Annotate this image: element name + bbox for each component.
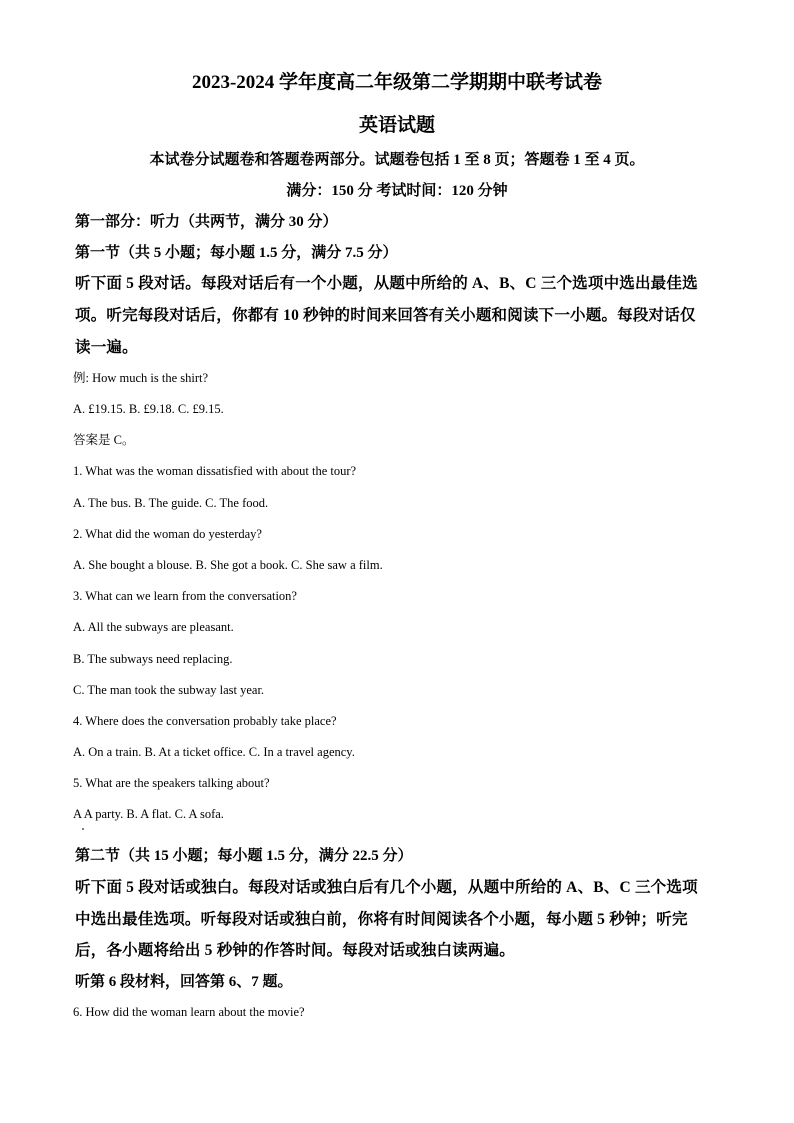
stray-mark xyxy=(82,828,84,830)
question-5: 5. What are the speakers talking about? xyxy=(73,776,270,790)
question-1: 1. What was the woman dissatisfied with about the tour? xyxy=(73,464,357,478)
example-question: 例: How much is the shirt? xyxy=(73,371,209,385)
material-note: 听第 6 段材料，回答第 6、7 题。 xyxy=(75,974,293,990)
section1-heading: 第一节（共 5 小题；每小题 1.5 分，满分 7.5 分） xyxy=(75,245,398,261)
section2-instruction-line: 后，各小题将给出 5 秒钟的作答时间。每段对话或独白读两遍。 xyxy=(75,942,516,959)
example-options: A. £19.15. B. £9.18. C. £9.15. xyxy=(73,402,224,416)
section1-instruction-line: 项。听完每段对话后，你都有 10 秒钟的时间来回答有关小题和阅读下一小题。每段对话仅 xyxy=(75,307,696,324)
example-answer: 答案是 C。 xyxy=(73,433,135,447)
question-4-options: A. On a train. B. At a ticket office. C. In a travel agency. xyxy=(73,745,355,759)
section2-instruction-line: 中选出最佳选项。听每段对话或独白前，你将有时间阅读各个小题，每小题 5 秒钟；听完 xyxy=(75,911,688,928)
exam-subject: 英语试题 xyxy=(358,115,435,136)
question-6: 6. How did the woman learn about the movie? xyxy=(73,1005,305,1019)
question-5-options: A A party. B. A flat. C. A sofa. xyxy=(73,807,224,821)
part1-heading: 第一部分：听力（共两节，满分 30 分） xyxy=(75,214,338,230)
question-2: 2. What did the woman do yesterday? xyxy=(73,527,262,541)
question-4: 4. Where does the conversation probably take place? xyxy=(73,714,337,728)
paper-note: 本试卷分试题卷和答题卷两部分。试题卷包括 1 至 8 页；答题卷 1 至 4 页。 xyxy=(149,152,645,168)
question-3-option-b: B. The subways need replacing. xyxy=(73,652,233,666)
section1-instruction-line: 读一遍。 xyxy=(75,339,138,356)
question-2-options: A. She bought a blouse. B. She got a book. C. She saw a film. xyxy=(73,558,383,572)
exam-title: 2023-2024 学年度高二年级第二学期期中联考试卷 xyxy=(191,72,603,93)
question-1-options: A. The bus. B. The guide. C. The food. xyxy=(73,496,269,510)
question-3-option-c: C. The man took the subway last year. xyxy=(73,683,265,697)
score-time: 满分：150 分 考试时间：120 分钟 xyxy=(286,183,508,199)
question-3: 3. What can we learn from the conversation? xyxy=(73,589,297,603)
question-3-option-a: A. All the subways are pleasant. xyxy=(73,620,234,634)
section1-instruction-line: 听下面 5 段对话。每段对话后有一个小题，从题中所给的 A、B、C 三个选项中选出最佳选 xyxy=(75,275,698,292)
section2-heading: 第二节（共 15 小题；每小题 1.5 分，满分 22.5 分） xyxy=(75,848,413,864)
section2-instruction-line: 听下面 5 段对话或独白。每段对话或独白后有几个小题，从题中所给的 A、B、C 三个选项 xyxy=(75,879,698,896)
